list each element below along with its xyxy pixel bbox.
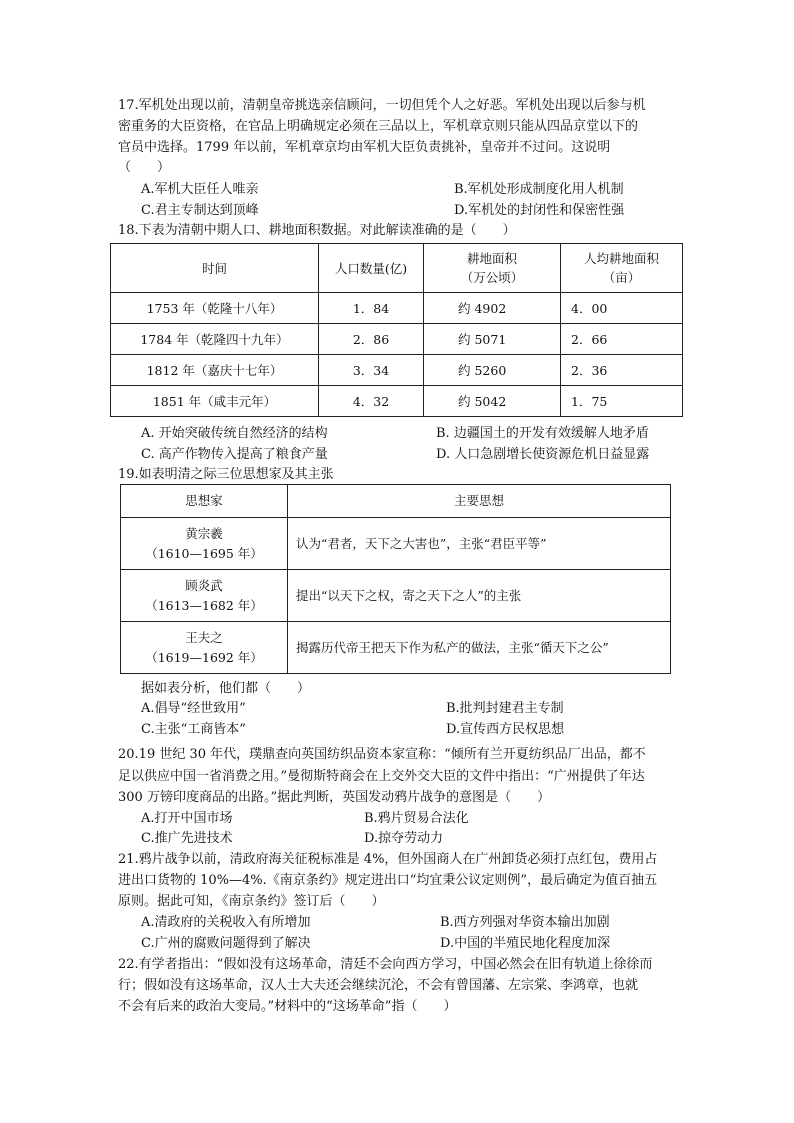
q19-option-b: B.批判封建君主专制 — [446, 701, 564, 716]
q17-stem-line-1: 17.军机处出现以前，清朝皇帝挑选亲信顾问，一切但凭个人之好恶。军机处出现以后参与机 — [118, 98, 646, 113]
q21-option-b: B.西方列强对华资本输出加剧 — [440, 915, 610, 930]
table-cell: 4．32 — [319, 386, 424, 417]
table-cell: 1．84 — [319, 293, 424, 324]
table-row — [121, 570, 671, 622]
q19-option-c: C.主张“工商皆本” — [141, 722, 246, 737]
q20-option-d: D.掠夺劳动力 — [364, 831, 444, 846]
table-row — [111, 355, 683, 386]
q18-stem: 18.下表为清朝中期人口、耕地面积数据。对此解读准确的是（ ） — [118, 223, 516, 238]
table-row — [111, 386, 683, 417]
q19-option-d: D.宣传西方民权思想 — [446, 722, 565, 737]
table-cell: 1812 年（嘉庆十七年） — [111, 355, 319, 386]
table-row — [121, 622, 671, 674]
table-header-cell: 主要思想 — [288, 485, 671, 518]
thinker-years: （1610—1695 年） — [145, 545, 263, 561]
q18-table — [110, 243, 683, 417]
thinker-years: （1619—1692 年） — [145, 649, 263, 665]
q21-option-a: A.清政府的关税收入有所增加 — [141, 915, 311, 930]
table-cell: 2．36 — [561, 355, 683, 386]
thinker-name: 黄宗羲 — [185, 525, 223, 541]
q21-option-d: D.中国的半殖民地化程度加深 — [440, 936, 611, 951]
table-cell: 2．86 — [319, 324, 424, 355]
q17-stem-line-4: （ ） — [118, 160, 171, 175]
table-row — [111, 324, 683, 355]
q17-option-a: A.军机大臣任人唯亲 — [141, 182, 259, 197]
q18-option-a: A. 开始突破传统自然经济的结构 — [141, 426, 328, 441]
q22-stem-line-2: 行；假如没有这场革命，汉人士大夫还会继续沉沦，不会有曾国藩、左宗棠、李鸿章，也就 — [118, 978, 639, 993]
q17-option-c: C.君主专制达到顶峰 — [141, 203, 259, 218]
q21-stem-line-3: 原则。据此可知，《南京条约》签订后（ ） — [118, 894, 385, 909]
q20-stem-line-2: 足以供应中国一省消费之用。”曼彻斯特商会在上交外交大臣的文件中指出：“广州提供了年达 — [118, 769, 645, 784]
q17-option-b: B.军机处形成制度化用人机制 — [454, 182, 624, 197]
thinker-years: （1613—1682 年） — [145, 597, 263, 613]
q20-option-a: A.打开中国市场 — [141, 811, 233, 826]
table-cell: 约 4902 — [424, 293, 561, 324]
table-row — [111, 293, 683, 324]
table-cell: 揭露历代帝王把天下作为私产的做法，主张“循天下之公” — [288, 622, 671, 674]
table-cell: 1851 年（咸丰元年） — [111, 386, 319, 417]
q18-option-b: B. 边疆国土的开发有效缓解人地矛盾 — [436, 426, 649, 441]
q21-stem-line-1: 21.鸦片战争以前，清政府海关征税标准是 4%，但外国商人在广州卸货必须打点红包，费用占 — [118, 852, 658, 867]
q20-option-c: C.推广先进技术 — [141, 831, 233, 846]
q17-stem-line-3: 官员中选择。1799 年以前，军机章京均由军机大臣负责挑补，皇帝并不过问。这说明 — [118, 140, 611, 155]
table-cell: 4．00 — [561, 293, 683, 324]
table-cell: 认为“君者，天下之大害也”，主张“君臣平等” — [288, 518, 671, 570]
table-header-cell: 人均耕地面积 （亩） — [561, 244, 683, 293]
table-cell: 1784 年（乾隆四十九年） — [111, 324, 319, 355]
table-header-row — [111, 244, 683, 293]
q20-option-b: B.鸦片贸易合法化 — [364, 811, 469, 826]
table-row — [121, 518, 671, 570]
table-cell: 2．66 — [561, 324, 683, 355]
q19-question: 据如表分析，他们都（ ） — [141, 681, 311, 696]
q20-stem-line-1: 20.19 世纪 30 年代，璞鼎查向英国纺织品资本家宣称：“倾所有兰开夏纺织品厂出品，都不 — [118, 747, 646, 762]
table-header-cell: 思想家 — [121, 485, 288, 518]
q21-option-c: C.广州的腐败问题得到了解决 — [141, 936, 311, 951]
q20-stem-line-3: 300 万镑印度商品的出路。”据此判断，英国发动鸦片战争的意图是（ ） — [118, 790, 551, 805]
table-header-cell: 时间 — [111, 244, 319, 293]
table-cell: 约 5071 — [424, 324, 561, 355]
table-cell: 提出“以天下之权，寄之天下之人”的主张 — [288, 570, 671, 622]
table-cell: 3．34 — [319, 355, 424, 386]
thinker-name: 王夫之 — [185, 629, 223, 645]
table-cell — [121, 622, 288, 674]
q19-stem: 19.如表明清之际三位思想家及其主张 — [118, 467, 334, 482]
table-header-cell: 人口数量(亿) — [319, 244, 424, 293]
q19-option-a: A.倡导“经世致用” — [141, 701, 246, 716]
thinker-name: 顾炎武 — [185, 577, 223, 593]
q17-option-d: D.军机处的封闭性和保密性强 — [454, 203, 625, 218]
q22-stem-line-3: 不会有后来的政治大变局。”材料中的“这场革命”指（ ） — [118, 999, 457, 1014]
q22-stem-line-1: 22.有学者指出：“假如没有这场革命，清廷不会向西方学习，中国必然会在旧有轨道上徐徐而 — [118, 957, 653, 972]
table-cell: 1753 年（乾隆十八年） — [111, 293, 319, 324]
table-cell: 约 5042 — [424, 386, 561, 417]
q21-stem-line-2: 进出口货物的 10%—4%.《南京条约》规定进出口“均宜秉公议定则例”，最后确定为值百抽五 — [118, 873, 658, 888]
table-header-cell: 耕地面积 （万公顷） — [424, 244, 561, 293]
table-cell — [121, 518, 288, 570]
q17-stem-line-2: 密重务的大臣资格，在官品上明确规定必须在三品以上，军机章京则只能从四品京堂以下的 — [118, 119, 639, 134]
q18-option-d: D. 人口急剧增长使资源危机日益显露 — [436, 447, 650, 462]
q19-table — [120, 484, 671, 674]
table-cell: 约 5260 — [424, 355, 561, 386]
table-cell — [121, 570, 288, 622]
q18-option-c: C. 高产作物传入提高了粮食产量 — [141, 447, 328, 462]
table-cell: 1．75 — [561, 386, 683, 417]
table-header-row — [121, 485, 671, 518]
